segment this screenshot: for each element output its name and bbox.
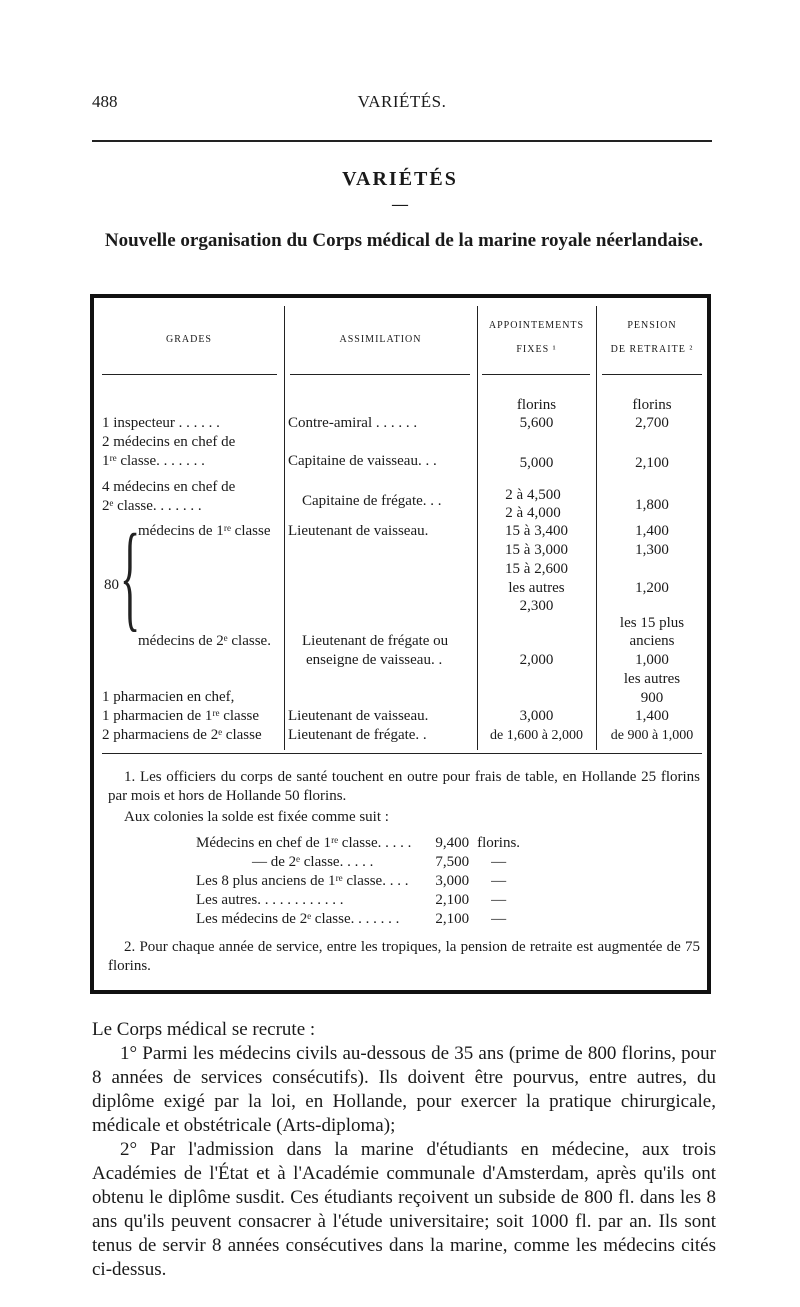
table-bottom-rule — [102, 753, 702, 754]
header-pension: PENSION — [627, 320, 677, 331]
colonies-label: Les médecins de 2ᵉ classe. . . . . . . — [196, 911, 400, 927]
running-head — [92, 92, 712, 120]
page-number: 488 — [92, 92, 118, 111]
footnote-1: 1. Les officiers du corps de santé touchent en outre pour frais de table, en Hollande 25 florins par mois et hors de Hollande 50 florins. — [108, 769, 700, 804]
colonies-value: 9,400 — [435, 835, 470, 851]
assim-pharmacien-2: Lieutenant de frégate. . — [288, 727, 427, 743]
pen-classe-2-a: les 15 plus — [619, 615, 685, 631]
pen-pharmacien-1: 1,400 — [635, 708, 669, 724]
running-title: VARIÉTÉS. — [357, 92, 447, 111]
grade-classe-1: médecins de 1ʳᵉ classe — [138, 523, 271, 539]
app-classe-2: 2,000 — [519, 652, 554, 668]
assim-pharmacien-1: Lieutenant de vaisseau. — [288, 708, 429, 724]
unit-pension: florins — [632, 397, 672, 413]
app-pharmacien-1: 3,000 — [519, 708, 554, 724]
grade-chef-1: 2 médecins en chef de — [102, 434, 236, 450]
grade-classe-2: médecins de 2ᵉ classe. — [138, 633, 271, 649]
pen-classe-2-e: 900 — [640, 690, 664, 706]
colonies-unit: — — [491, 873, 507, 889]
colonies-row — [192, 910, 524, 929]
pen-classe-1-c: 1,200 — [635, 580, 669, 596]
colonies-row — [192, 891, 524, 910]
assim-chef-2: Capitaine de frégate. . . — [302, 493, 442, 509]
header-appointements: APPOINTEMENTS — [488, 320, 585, 331]
pen-classe-2-d: les autres — [623, 671, 681, 687]
colonies-label: Médecins en chef de 1ʳᵉ classe. . . . . — [196, 835, 412, 851]
colonies-value: 2,100 — [435, 911, 470, 927]
app-inspecteur: 5,600 — [519, 415, 554, 431]
grade-pharmacien-2: 2 pharmaciens de 2ᵉ classe — [102, 727, 262, 743]
assim-classe-1: Lieutenant de vaisseau. — [288, 523, 429, 539]
header-retraite: DE RETRAITE ² — [610, 344, 694, 355]
pen-chef-2: 1,800 — [635, 497, 669, 513]
grade-chef-2-b: 2ᵉ classe. . . . . . . — [102, 498, 202, 514]
colonies-table — [192, 834, 524, 929]
colonies-label: Les 8 plus anciens de 1ʳᵉ classe. . . . — [196, 873, 409, 889]
pen-classe-1-a: 1,400 — [635, 523, 669, 539]
app-chef-2-b: 2 à 4,000 — [505, 505, 561, 521]
section-dash: — — [392, 196, 408, 213]
footnote-2: 2. Pour chaque année de service, entre les tropiques, la pension de retraite est augmentée de 75 florins. — [108, 939, 700, 974]
colonies-unit: florins. — [477, 835, 521, 851]
colonies-row — [192, 834, 524, 853]
colonies-value: 2,100 — [435, 892, 470, 908]
pen-classe-1-b: 1,300 — [635, 542, 669, 558]
app-classe-1-e: 2,300 — [519, 598, 554, 614]
header-fixes: FIXES ¹ — [516, 344, 557, 355]
group-brace: { — [120, 509, 141, 642]
colonies-unit: — — [491, 854, 507, 870]
app-classe-1-a: 15 à 3,400 — [505, 523, 568, 539]
colonies-unit: — — [491, 892, 507, 908]
header-rule — [102, 374, 277, 375]
app-chef-2-a: 2 à 4,500 — [505, 487, 561, 503]
grade-chef-2: 4 médecins en chef de — [102, 479, 236, 495]
colonies-row — [192, 853, 524, 872]
colonies-value: 7,500 — [435, 854, 470, 870]
grade-pharmacien-1: 1 pharmacien de 1ʳᵉ classe — [102, 708, 260, 724]
assim-classe-2-b: enseigne de vaisseau. . — [306, 652, 443, 668]
app-classe-1-d: les autres — [508, 580, 565, 596]
pen-classe-2-c: 1,000 — [635, 652, 669, 668]
paragraph-2: 2° Par l'admission dans la marine d'étudiants en médecine, aux trois Académies de l'État et à l'Académie communale d'Amsterdam, après qu'ils ont obtenu le diplôme susdit. Ces étudiants reçoivent un subside de 800 fl. dans les 8 ans qu'ils peuvent consacrer à l'étude universitaire; soit 1000 fl. par an. Ils sont tenus de servir 8 années consécutives dans la marine, comme les médecins cités ci-dessus. — [92, 1139, 716, 1280]
colonies-unit: — — [491, 911, 507, 927]
colonies-row — [192, 872, 524, 891]
pen-inspecteur: 2,700 — [635, 415, 669, 431]
pen-chef-1: 2,100 — [635, 455, 669, 471]
grade-chef-1-b: 1ʳᵉ classe. . . . . . . — [102, 453, 205, 469]
footnote-1-colonies: Aux colonies la solde est fixée comme suit : — [124, 809, 389, 825]
assim-chef-1: Capitaine de vaisseau. . . — [288, 453, 437, 469]
pen-pharmacien-2: de 900 à 1,000 — [610, 728, 694, 743]
body-text — [92, 1018, 716, 1282]
header-grades: GRADES — [165, 334, 212, 345]
app-classe-1-b: 15 à 3,000 — [505, 542, 568, 558]
header-rule — [482, 374, 590, 375]
app-classe-1-c: 15 à 2,600 — [505, 561, 568, 577]
grade-pharmacien-chef: 1 pharmacien en chef, — [102, 689, 235, 705]
colonies-label: — de 2ᵉ classe. . . . . — [252, 854, 374, 870]
section-title: VARIÉTÉS — [342, 168, 458, 190]
header-rule — [290, 374, 470, 375]
assim-classe-2: Lieutenant de frégate ou — [302, 633, 449, 649]
article-title: Nouvelle organisation du Corps médical de la marine royale néerlandaise. — [104, 230, 704, 251]
header-rule — [92, 140, 712, 142]
header-rule — [602, 374, 702, 375]
unit-appointements: florins — [516, 397, 557, 413]
pen-classe-2-b: anciens — [629, 633, 675, 649]
colonies-value: 3,000 — [435, 873, 470, 889]
grade-inspecteur: 1 inspecteur . . . . . . — [102, 415, 220, 431]
app-pharmacien-2: de 1,600 à 2,000 — [490, 728, 583, 743]
paragraph-1: 1° Parmi les médecins civils au-dessous de 35 ans (prime de 800 florins, pour 8 années de services consécutifs). Ils doivent être pourvus, entre autres, du diplôme exigé par la loi, en Hollande, pour exercer la pratique chirurgicale, médicale et obstétricale (Arts-diploma); — [92, 1043, 716, 1136]
header-assimilation: ASSIMILATION — [339, 334, 422, 345]
salary-table — [90, 294, 711, 994]
app-chef-1: 5,000 — [519, 455, 554, 471]
col-divider — [284, 306, 285, 750]
colonies-label: Les autres. . . . . . . . . . . . — [196, 892, 344, 908]
assim-inspecteur: Contre-amiral . . . . . . — [288, 415, 418, 431]
paragraph-intro: Le Corps médical se recrute : — [92, 1019, 316, 1040]
group-count: 80 — [104, 577, 119, 593]
